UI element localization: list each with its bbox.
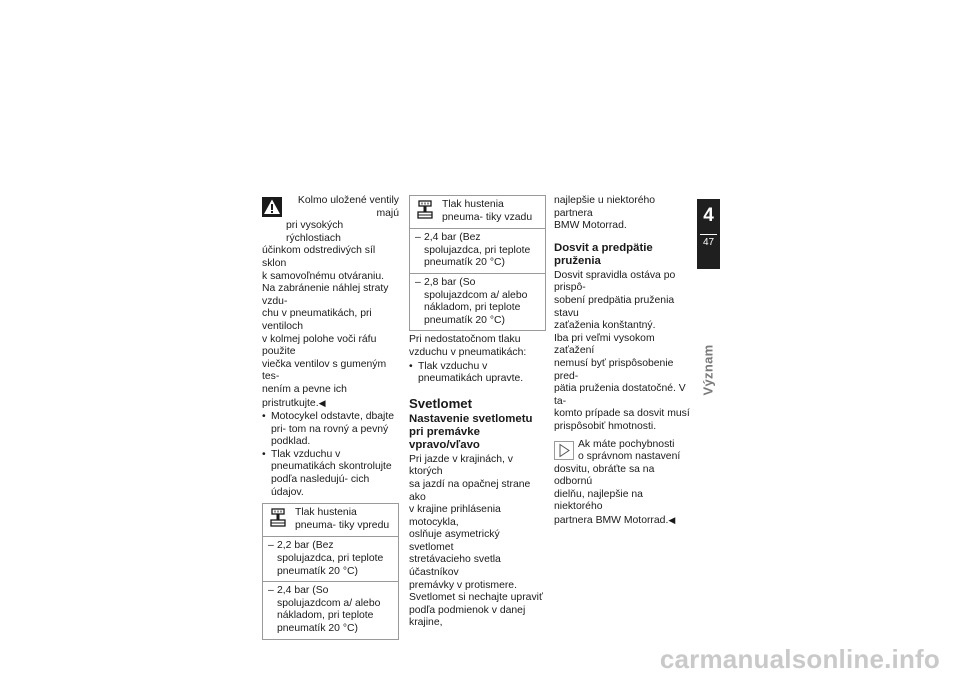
page-number: 47 <box>702 237 715 248</box>
note-block <box>554 439 690 528</box>
paragraph: Pri nedostatočnom tlaku vzduchu v pneumatikách: <box>409 334 527 358</box>
warning-block <box>262 195 399 283</box>
watermark: carmanualsonline.info <box>659 644 940 674</box>
dash-mark: – <box>268 540 274 552</box>
note-line: Ak máte pochybnosti <box>578 438 675 450</box>
body-line: komto prípade sa dosvit musí <box>554 408 690 420</box>
paragraph-line <box>262 384 399 410</box>
note-line <box>554 514 690 528</box>
column-2 <box>409 195 546 630</box>
body-line: nemusí byť prispôsobenie pred- <box>554 357 674 382</box>
body-line: najlepšie u niektorého partnera <box>554 195 656 219</box>
table-row-text: 2,4 bar (Bez spolujazdca, pri teplote pneumatík 20 °C) <box>424 232 531 269</box>
dash-mark: – <box>415 276 421 288</box>
column-3 <box>554 195 690 528</box>
table-header-text: Tlak hustenia pneuma- tiky vzadu <box>442 199 533 223</box>
list-item: • Motocykel odstavte, dbajte pri- tom na rovný a pevný podklad. <box>262 411 399 449</box>
table-row <box>263 537 398 582</box>
chapter-side-label <box>700 340 716 400</box>
list-item: • Tlak vzduchu v pneumatikách skontrolujte podľa nasledujú- cich údajov. <box>262 449 399 499</box>
subsection-title: Nastavenie svetlometu pri premávke vpravo/vľavo <box>409 412 533 451</box>
warning-line: účinkom odstredivých síl sklon <box>262 245 376 269</box>
table-row-text: 2,8 bar (So spolujazdcom a/ alebo nákladom, pri teplote pneumatík 20 °C) <box>424 276 528 326</box>
table-header-text: Tlak hustenia pneuma- tiky vpredu <box>295 507 390 531</box>
bullet-list <box>409 361 546 386</box>
bullet-list <box>262 411 399 499</box>
column-1 <box>262 195 399 643</box>
body-line: Svetlomet si nechajte upraviť <box>409 592 543 604</box>
end-mark-icon: ◀ <box>318 397 326 408</box>
paragraph-line: v kolmej polohe voči ráfu použite <box>262 333 377 358</box>
warning-line: pri vysokých rýchlostiach <box>286 220 344 244</box>
note-line-text: partnera BMW Motorrad. <box>554 515 669 527</box>
chapter-divider <box>700 234 717 235</box>
note-line: dielňu, najlepšie na niektorého <box>554 488 643 513</box>
body-line: sa jazdí na opačnej strane ako <box>409 478 531 503</box>
body-line: v krajine prihlásenia motocykla, <box>409 504 501 528</box>
body-line: sobení predpätia pruženia stavu <box>554 294 675 319</box>
body-line: BMW Motorrad. <box>554 220 627 232</box>
table-row-text: 2,4 bar (So spolujazdcom a/ alebo nákladom, pri teplote pneumatík 20 °C) <box>277 585 381 634</box>
body-line: Pri jazde v krajinách, v ktorých <box>409 453 513 478</box>
table-header <box>263 504 398 537</box>
list-item: • Tlak vzduchu v pneumatikách upravte. <box>409 361 546 386</box>
body-line: Dosvit spravidla ostáva po prispô- <box>554 269 676 294</box>
body-line: pätia pruženia dostatočné. V ta- <box>554 383 686 407</box>
table-header <box>410 196 545 229</box>
body-line: premávky v protismere. <box>409 579 517 591</box>
body-line: prispôsobiť hmotnosti. <box>554 420 657 432</box>
section-title: Svetlomet <box>409 395 473 411</box>
tire-pressure-gauge-icon <box>269 508 287 528</box>
body-line: zaťaženia konštantný. <box>554 320 656 332</box>
note-line: dosvitu, obráťte sa na odbornú <box>554 463 655 488</box>
table-row-text: 2,2 bar (Bez spolujazdca, pri teplote pneumatík 20 °C) <box>277 540 384 577</box>
note-play-triangle-icon <box>554 441 574 460</box>
rear-tire-pressure-table <box>409 195 546 331</box>
table-row <box>410 274 545 330</box>
paragraph-line-text: nením a pevne ich pristrutkujte. <box>262 383 347 409</box>
table-row <box>263 582 398 638</box>
warning-triangle-icon <box>262 197 282 217</box>
chapter-label-text: Význam <box>700 344 716 396</box>
front-tire-pressure-table <box>262 503 399 639</box>
body-line: Iba pri veľmi vysokom zaťažení <box>554 332 655 357</box>
dash-mark: – <box>268 585 274 597</box>
table-row <box>410 229 545 274</box>
subsection-title: Dosvit a predpätie pruženia <box>554 241 653 267</box>
paragraph-line: chu v pneumatikách, pri ventiloch <box>262 308 372 332</box>
paragraph-line: viečka ventilov s gumeným tes- <box>262 358 387 383</box>
paragraph-line: Na zabránenie náhlej straty vzdu- <box>262 283 389 307</box>
body-line: stretávacieho svetla účastníkov <box>409 554 501 579</box>
chapter-tab <box>697 199 720 269</box>
warning-line: Kolmo uložené ventily majú <box>297 195 399 219</box>
warning-line: k samovoľnému otváraniu. <box>262 270 385 282</box>
tire-pressure-gauge-icon <box>416 200 434 220</box>
dash-mark: – <box>415 232 421 244</box>
chapter-number: 4 <box>703 205 714 226</box>
end-mark-icon: ◀ <box>668 515 676 526</box>
body-line: podľa podmienok v danej krajine, <box>409 604 526 629</box>
body-line: oslňuje asymetrický svetlomet <box>409 529 500 553</box>
note-line: o správnom nastavení <box>578 451 681 463</box>
